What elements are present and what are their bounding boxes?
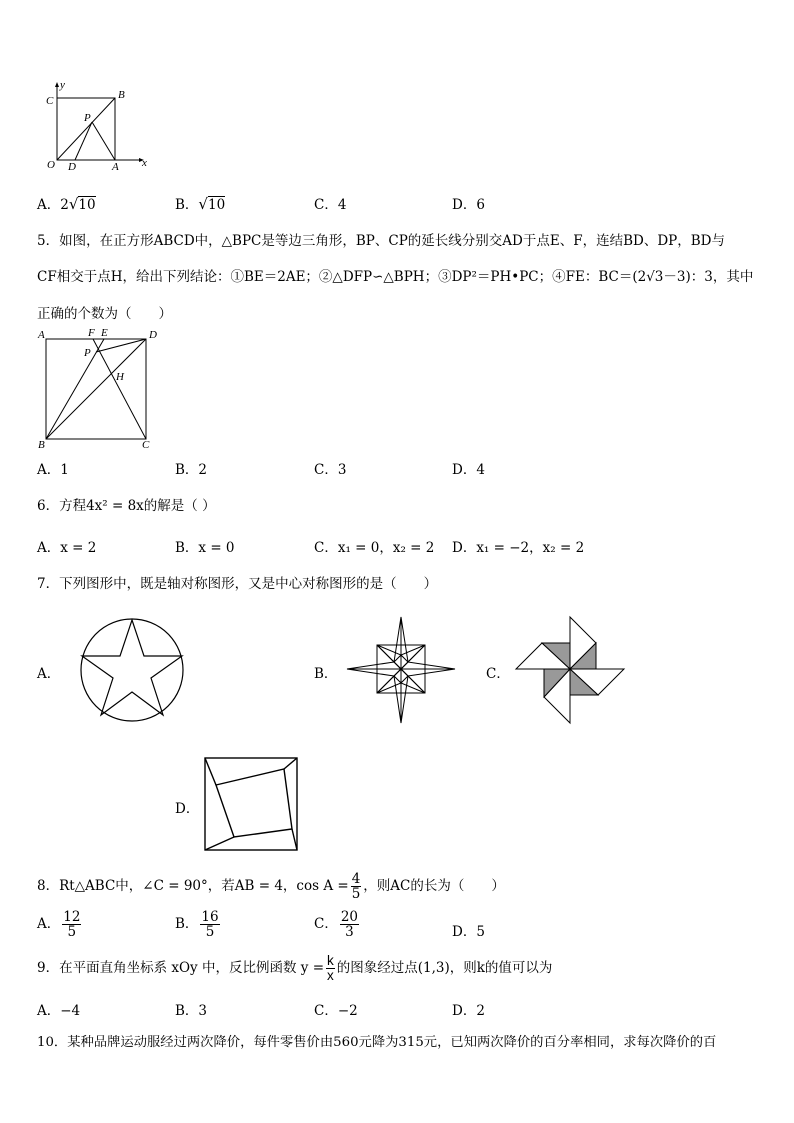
q9-stem (37, 954, 552, 983)
q8-option-c-prefix: C． (314, 915, 338, 932)
q8-stem-part-a: 8．Rt△ABC中，∠C = 90°，若AB = 4，cos A = (37, 877, 349, 894)
q4-label-a: A (112, 161, 119, 173)
q4-option-b-prefix: B． (175, 197, 199, 213)
q8-option-b-fraction (200, 910, 219, 939)
q5-label-b: B (38, 439, 45, 451)
q7-figure-b-compass-star[interactable] (345, 615, 457, 725)
q5-stem-line3: 正确的个数为（ ） (37, 306, 172, 322)
q4-label-y: y (60, 79, 65, 91)
q7-option-d[interactable]: D． (175, 801, 200, 817)
q8-cos-denominator: 5 (351, 886, 361, 903)
q8-option-b-prefix: B． (175, 915, 199, 932)
q4-label-o: O (47, 159, 55, 171)
q7-figure-c-pinwheel[interactable] (514, 617, 626, 725)
q8-option-b[interactable] (175, 910, 222, 939)
q5-label-h: H (116, 371, 124, 383)
q4-option-a-prefix: A．2 (37, 197, 69, 213)
q7-figure-d-nested-squares[interactable] (204, 757, 298, 852)
q5-label-c: C (142, 439, 150, 451)
q4-coordinate-figure (30, 78, 160, 178)
q4-option-b-radicand: 10 (207, 197, 226, 213)
q8-cos-numerator: 4 (351, 871, 361, 887)
q10-stem: 10．某种品牌运动服经过两次降价，每件零售价由560元降为315元，已知两次降价的百分率相同，求每次降价的百 (37, 1035, 717, 1050)
q4-label-p: P (84, 112, 91, 124)
radical-sign: √ (68, 195, 79, 213)
q5-label-p: P (84, 347, 91, 359)
q9-option-d[interactable]: D．2 (452, 1003, 485, 1019)
q8-option-d[interactable]: D．5 (452, 924, 485, 940)
q5-stem-line1: 5．如图，在正方形ABCD中，△BPC是等边三角形，BP、CP的延长线分别交AD于点E、F，连结BD、DP，BD与 (37, 233, 725, 249)
q8-option-a[interactable] (37, 910, 83, 939)
q8-cos-fraction (351, 872, 362, 901)
q9-option-c[interactable]: C．−2 (314, 1003, 358, 1019)
q6-option-c[interactable]: C．x₁ = 0，x₂ = 2 (314, 540, 435, 556)
q4-option-d[interactable]: D．6 (452, 197, 485, 213)
q5-stem-line2: CF相交于点H，给出下列结论：①BE＝2AE；②△DFP∽△BPH；③DP²＝PH•PC；④FE：BC＝(2√3－3)：3，其中 (37, 269, 754, 285)
radical-sign: √ (198, 195, 208, 213)
q7-option-c[interactable]: C． (486, 666, 510, 682)
q8-option-a-prefix: A． (37, 915, 61, 932)
q4-label-c: C (46, 95, 54, 107)
q5-option-c[interactable]: C．3 (314, 462, 347, 478)
q9-fraction-numerator: k (327, 953, 334, 968)
q5-option-b[interactable]: B．2 (175, 462, 208, 478)
q4-option-c[interactable]: C．4 (314, 197, 347, 213)
q7-option-b[interactable]: B． (314, 666, 338, 682)
q8-option-c[interactable] (314, 910, 361, 939)
q4-option-b[interactable] (175, 193, 225, 213)
q6-option-d[interactable]: D．x₁ = −2，x₂ = 2 (452, 540, 585, 556)
q4-label-x: x (142, 157, 147, 169)
q9-fraction-denominator: x (327, 968, 334, 984)
q7-figure-a-star-in-circle[interactable] (78, 618, 188, 722)
q8-option-c-fraction (340, 910, 359, 939)
fraction-denominator: 5 (205, 924, 215, 941)
fraction-denominator: 3 (345, 924, 354, 941)
q6-option-b[interactable]: B．x = 0 (175, 540, 235, 556)
q8-stem-part-b: ，则AC的长为（ ） (363, 877, 505, 894)
fraction-numerator: 20 (340, 909, 359, 925)
q9-stem-part-a: 9．在平面直角坐标系 xOy 中，反比例函数 y = (37, 959, 324, 976)
q6-option-a[interactable]: A．x = 2 (37, 540, 97, 556)
q5-square-figure (36, 322, 161, 452)
q6-stem: 6．方程4x² = 8x的解是（ ） (37, 498, 216, 514)
q5-option-d[interactable]: D．4 (452, 462, 485, 478)
q4-option-a[interactable] (37, 193, 96, 213)
q4-option-a-radicand: 10 (78, 197, 96, 213)
q9-option-b[interactable]: B．3 (175, 1003, 208, 1019)
q5-label-a: A (38, 329, 45, 341)
q4-label-d: D (68, 161, 76, 173)
q8-option-a-fraction (62, 910, 81, 939)
q5-label-f: F (88, 327, 95, 339)
q5-option-a[interactable]: A．1 (37, 462, 69, 478)
fraction-numerator: 12 (63, 909, 81, 925)
q9-option-a[interactable]: A．−4 (37, 1003, 81, 1019)
q9-stem-part-b: 的图象经过点(1,3)，则k的值可以为 (336, 959, 553, 976)
q4-label-b: B (118, 89, 125, 101)
q5-label-e: E (101, 327, 108, 339)
q7-option-a[interactable]: A． (37, 666, 61, 682)
q5-label-d: D (149, 329, 157, 341)
q8-stem (37, 872, 505, 901)
fraction-denominator: 5 (67, 924, 77, 941)
q9-function-fraction (326, 954, 335, 983)
fraction-numerator: 16 (201, 909, 219, 925)
q7-stem: 7．下列图形中，既是轴对称图形，又是中心对称图形的是（ ） (37, 576, 438, 592)
